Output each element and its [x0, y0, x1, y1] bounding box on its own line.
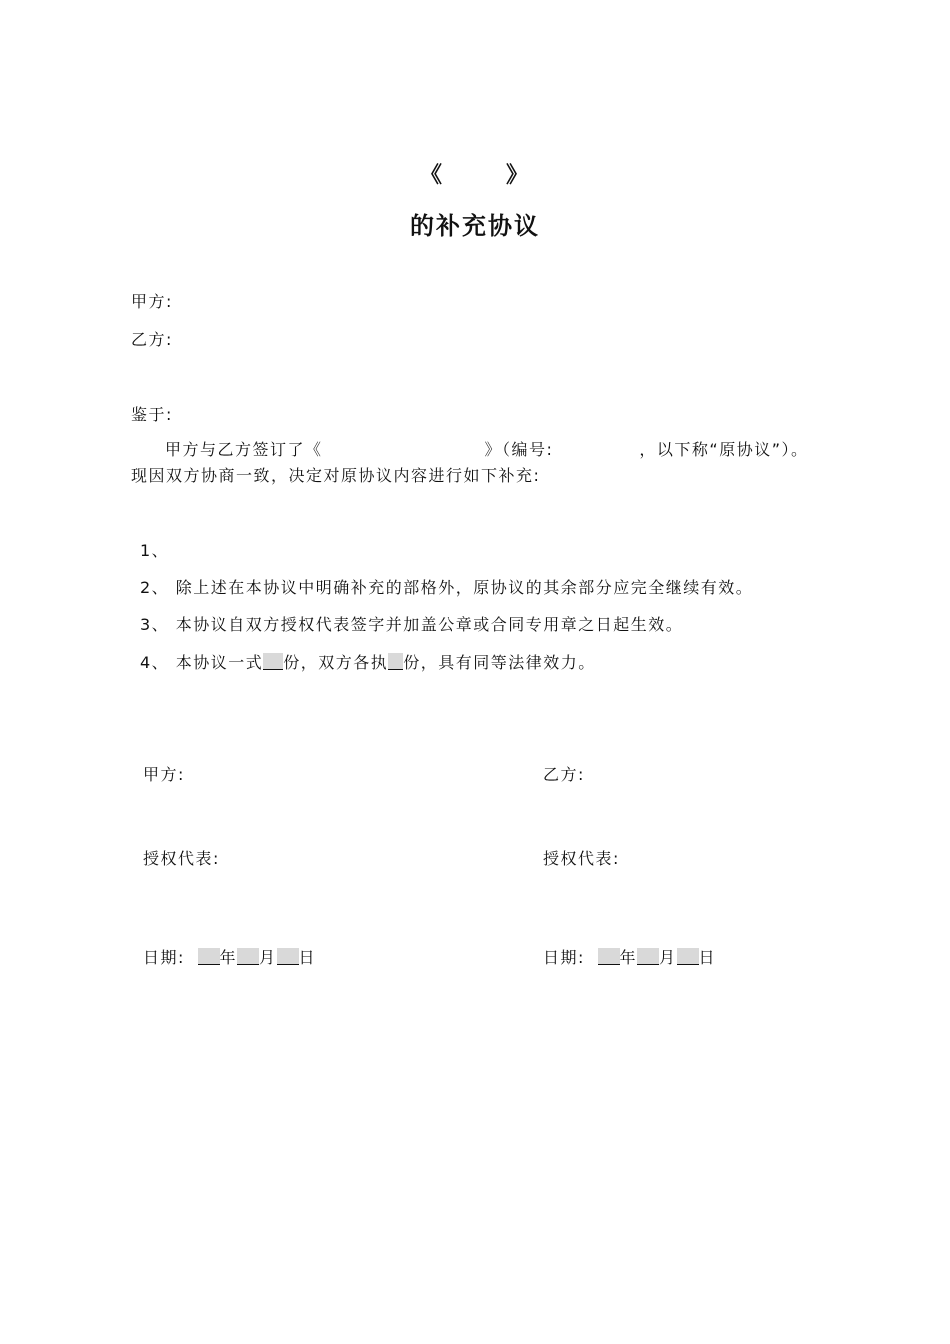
whereas-line1-start: 甲方与乙方签订了《: [165, 440, 323, 459]
month-label: 月: [259, 948, 277, 967]
date-label: 日期:: [143, 948, 185, 967]
year-blank[interactable]: [598, 948, 620, 965]
sign-party-b-rep-label: 授权代表:: [543, 849, 620, 868]
clause-2: 2、 除上述在本协议中明确补充的部格外，原协议的其余部分应完全继续有效。: [140, 578, 754, 597]
clause-4: [140, 650, 596, 673]
title-quotes: [0, 158, 950, 189]
sign-party-b-label: 乙方:: [543, 765, 585, 784]
copies-each-blank[interactable]: [388, 653, 403, 670]
month-label: 月: [659, 948, 677, 967]
sign-party-a-date: [143, 945, 316, 968]
year-blank[interactable]: [198, 948, 220, 965]
month-blank[interactable]: [637, 948, 659, 965]
whereas-line-2: 现因双方协商一致，决定对原协议内容进行如下补充:: [131, 466, 541, 485]
month-blank[interactable]: [237, 948, 259, 965]
year-label: 年: [619, 948, 638, 967]
whereas-label: 鉴于:: [131, 405, 173, 424]
day-blank[interactable]: [677, 948, 699, 965]
document-title: 的补充协议: [410, 212, 540, 240]
title-close-quote: 》: [506, 163, 531, 188]
sign-party-b-date: [543, 945, 716, 968]
date-label: 日期:: [543, 948, 585, 967]
clause-1: 1、: [140, 541, 170, 560]
copies-total-blank[interactable]: [263, 653, 283, 670]
party-b-label: 乙方:: [131, 330, 173, 349]
whereas-line1-end: ，以下称“原协议”）。: [639, 440, 809, 459]
clause-4-part1: 4、 本协议一式: [140, 653, 264, 672]
sign-party-a-label: 甲方:: [143, 765, 185, 784]
day-label: 日: [298, 948, 317, 967]
clause-4-part2: 份，双方各执: [283, 653, 389, 672]
whereas-line1-mid: 》（编号:: [484, 440, 554, 459]
day-label: 日: [698, 948, 717, 967]
clause-4-part3: 份，具有同等法律效力。: [403, 653, 596, 672]
day-blank[interactable]: [277, 948, 299, 965]
title-open-quote: 《: [419, 163, 444, 188]
sign-party-a-rep-label: 授权代表:: [143, 849, 220, 868]
party-a-label: 甲方:: [131, 292, 173, 311]
whereas-line-1: [165, 437, 809, 460]
year-label: 年: [219, 948, 238, 967]
clause-3: 3、 本协议自双方授权代表签字并加盖公章或合同专用章之日起生效。: [140, 615, 684, 634]
